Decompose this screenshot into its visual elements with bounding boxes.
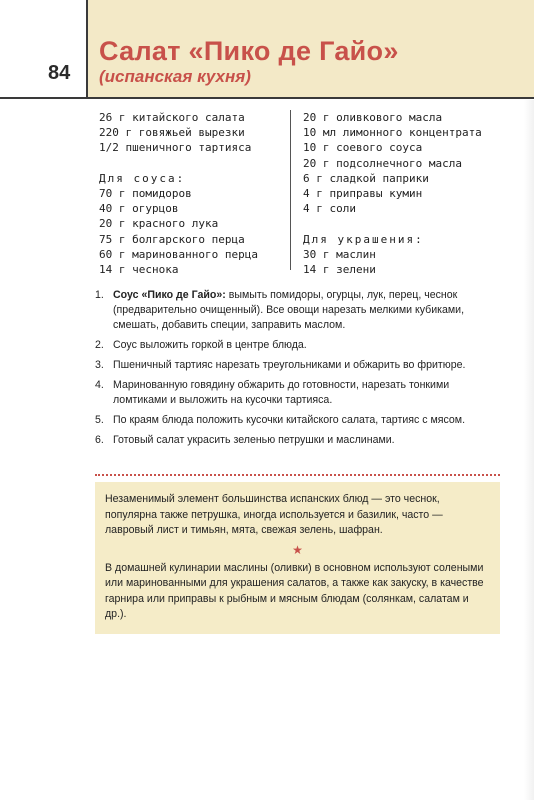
dotted-separator: [95, 474, 500, 476]
ingredient-line: 20 г оливкового масла: [303, 111, 443, 124]
ingredient-line: 6 г сладкой паприки: [303, 171, 429, 185]
ingredient-line: 70 г помидоров: [99, 187, 192, 200]
step-number: 4.: [95, 379, 104, 391]
step-text: вымыть помидоры, огурцы, лук, перец, чеснок (предварительно очищенный). Все овощи нарезать мелкими кубиками, смешать, добавить специи, заправить маслом.: [113, 289, 465, 331]
recipe-subtitle: (испанская кухня): [99, 67, 251, 86]
recipe-title: Салат «Пико де Гайо»: [99, 36, 399, 66]
step-number: 6.: [95, 434, 104, 446]
tip-paragraph: Незаменимый элемент большинства испанских блюд — это чеснок, популярна также петрушка, иногда используется и базилик, часто — лавровый лист и тимьян, мята, свежая зелень, шафран.: [105, 493, 443, 536]
ingredient-line: 26 г китайского салата: [99, 111, 245, 124]
step-text: Готовый салат украсить зеленью петрушки и маслинами.: [113, 434, 395, 446]
sauce-heading: Для соуса:: [99, 171, 186, 185]
page-fold-shadow: [524, 100, 534, 800]
star-icon: ★: [292, 542, 303, 557]
step-number: 5.: [95, 414, 104, 426]
step-text: Маринованную говядину обжарить до готовности, нарезать тонкими ломтиками и выложить на кусочки тартияса.: [113, 379, 450, 406]
recipe-steps: [95, 288, 500, 453]
step-item: [95, 338, 500, 353]
ingredient-line: 10 мл лимонного концентрата: [303, 126, 482, 140]
ingredient-line: 40 г огурцов: [99, 202, 179, 216]
spacer: [99, 156, 284, 171]
ingredient-line: 1/2 пшеничного тартияса: [99, 141, 252, 155]
ingredient-line: 20 г подсолнечного масла: [303, 156, 462, 170]
header-vertical-rule: [86, 0, 88, 98]
step-number: 1.: [95, 289, 104, 301]
step-number: 2.: [95, 339, 104, 351]
header-horizontal-rule: [0, 97, 534, 99]
ingredient-line: 4 г приправы кумин: [303, 187, 423, 201]
ingredient-line: 60 г маринованного перца: [99, 247, 258, 261]
ingredient-line: 10 г соевого соуса: [303, 141, 423, 155]
step-item: [95, 433, 500, 448]
step-number: 3.: [95, 359, 104, 371]
ingredients-divider: [290, 110, 291, 270]
garnish-heading: Для украшения:: [303, 232, 424, 246]
step-bold-text: Соус «Пико де Гайо»:: [113, 289, 226, 301]
ingredient-line: 20 г красного лука: [99, 217, 219, 231]
ingredient-line: 14 г зелени: [303, 263, 376, 277]
ingredient-line: 220 г говяжьей вырезки: [99, 126, 245, 140]
step-item: [95, 378, 500, 408]
ingredient-line: 30 г маслин: [303, 247, 376, 261]
ingredient-line: 4 г соли: [303, 202, 356, 216]
step-item: [95, 413, 500, 428]
step-text: По краям блюда положить кусочки китайского салата, тартияс с мясом.: [113, 414, 466, 426]
tip-box: [95, 482, 500, 634]
page-header: [0, 0, 534, 100]
step-item: [95, 288, 500, 333]
ingredient-line: 14 г чеснока: [99, 263, 179, 277]
ingredient-line: 75 г болгарского перца: [99, 232, 245, 246]
page-number: 84: [48, 62, 71, 84]
step-text: Соус выложить горкой в центре блюда.: [113, 339, 307, 351]
step-item: [95, 358, 500, 373]
tip-paragraph: В домашней кулинарии маслины (оливки) в основном используют солеными или маринованными для украшения салатов, а также как закуску, в качестве гарнира или приправы к рыбным и мясным блюдам (солянкам, салатам и др.).: [105, 561, 484, 620]
ingredients-left-column: [99, 110, 284, 277]
ingredients-right-column: [303, 110, 503, 277]
step-text: Пшеничный тартияс нарезать треугольниками и обжарить во фритюре.: [113, 359, 466, 371]
spacer: [303, 216, 503, 231]
